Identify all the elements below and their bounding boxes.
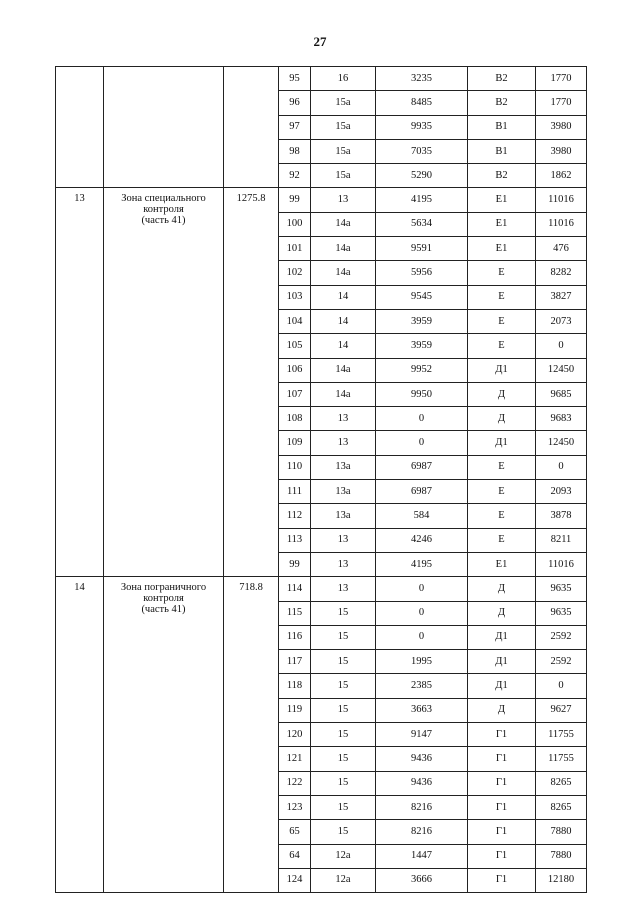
- point-number: 96: [279, 91, 311, 115]
- distance-value: 0: [536, 334, 587, 358]
- zone-name-line: Зона специального: [121, 193, 206, 205]
- point-number: 100: [279, 212, 311, 236]
- coordinate-value: 9950: [376, 382, 468, 406]
- coordinate-code: 13: [311, 552, 376, 576]
- point-number: 98: [279, 139, 311, 163]
- point-number: 108: [279, 407, 311, 431]
- zone-name-line: контроля: [143, 593, 184, 605]
- distance-value: 12450: [536, 358, 587, 382]
- coordinate-value: 9935: [376, 115, 468, 139]
- sheet-code: Д: [468, 407, 536, 431]
- coordinate-code: 15: [311, 650, 376, 674]
- sheet-code: Д1: [468, 625, 536, 649]
- distance-value: 1862: [536, 164, 587, 188]
- coordinate-code: 16: [311, 67, 376, 91]
- point-number: 121: [279, 747, 311, 771]
- sheet-code: Е: [468, 455, 536, 479]
- coordinate-value: 0: [376, 601, 468, 625]
- sheet-code: Е: [468, 334, 536, 358]
- distance-value: 11016: [536, 188, 587, 212]
- distance-value: 11755: [536, 747, 587, 771]
- coordinate-value: 3663: [376, 698, 468, 722]
- distance-value: 3827: [536, 285, 587, 309]
- distance-value: 0: [536, 674, 587, 698]
- point-number: 120: [279, 723, 311, 747]
- zone-name: [104, 188, 224, 577]
- sheet-code: Е: [468, 285, 536, 309]
- coordinate-value: 3666: [376, 868, 468, 892]
- distance-value: 7880: [536, 844, 587, 868]
- distance-value: 0: [536, 455, 587, 479]
- coordinate-code: 15: [311, 771, 376, 795]
- page-number: 27: [313, 34, 327, 49]
- coordinate-value: 4195: [376, 188, 468, 212]
- point-number: 104: [279, 309, 311, 333]
- distance-value: 9635: [536, 601, 587, 625]
- coordinate-code: 13: [311, 431, 376, 455]
- coordinate-value: 4195: [376, 552, 468, 576]
- coordinate-code: 13: [311, 407, 376, 431]
- coordinate-value: 0: [376, 431, 468, 455]
- coordinate-value: 9545: [376, 285, 468, 309]
- distance-value: 9683: [536, 407, 587, 431]
- coordinate-value: 9436: [376, 747, 468, 771]
- coordinate-code: 13а: [311, 504, 376, 528]
- coordinate-code: 14а: [311, 212, 376, 236]
- distance-value: 8282: [536, 261, 587, 285]
- sheet-code: Е1: [468, 188, 536, 212]
- coordinate-code: 15а: [311, 91, 376, 115]
- coordinate-value: 9952: [376, 358, 468, 382]
- coordinate-code: 15а: [311, 115, 376, 139]
- sheet-code: В2: [468, 164, 536, 188]
- coordinate-value: 7035: [376, 139, 468, 163]
- coordinate-code: 15: [311, 674, 376, 698]
- sheet-code: В1: [468, 115, 536, 139]
- distance-value: 12180: [536, 868, 587, 892]
- coordinate-code: 12а: [311, 868, 376, 892]
- distance-value: 2093: [536, 480, 587, 504]
- coordinate-value: 9436: [376, 771, 468, 795]
- coordinate-value: 0: [376, 625, 468, 649]
- sheet-code: Д1: [468, 674, 536, 698]
- point-number: 103: [279, 285, 311, 309]
- sheet-code: Д: [468, 698, 536, 722]
- sheet-code: Д1: [468, 650, 536, 674]
- distance-value: 9685: [536, 382, 587, 406]
- coordinate-code: 13: [311, 577, 376, 601]
- coordinate-value: 5634: [376, 212, 468, 236]
- coordinate-code: 15а: [311, 164, 376, 188]
- distance-value: 12450: [536, 431, 587, 455]
- sheet-code: Д: [468, 601, 536, 625]
- point-number: 118: [279, 674, 311, 698]
- coordinate-value: 584: [376, 504, 468, 528]
- sheet-code: Е: [468, 528, 536, 552]
- coordinate-code: 15: [311, 820, 376, 844]
- distance-value: 7880: [536, 820, 587, 844]
- sheet-code: Е1: [468, 237, 536, 261]
- coordinate-value: 9591: [376, 237, 468, 261]
- point-number: 115: [279, 601, 311, 625]
- coordinate-value: 5956: [376, 261, 468, 285]
- sheet-code: В1: [468, 139, 536, 163]
- sheet-code: Г1: [468, 723, 536, 747]
- coordinate-value: 8216: [376, 820, 468, 844]
- distance-value: 8265: [536, 795, 587, 819]
- distance-value: 1770: [536, 91, 587, 115]
- sheet-code: Е1: [468, 212, 536, 236]
- zone-number: 14: [56, 577, 104, 893]
- coordinate-value: 9147: [376, 723, 468, 747]
- coordinate-code: 14: [311, 285, 376, 309]
- sheet-code: Д1: [468, 431, 536, 455]
- distance-value: 9627: [536, 698, 587, 722]
- distance-value: 3980: [536, 139, 587, 163]
- sheet-code: Е: [468, 504, 536, 528]
- point-number: 112: [279, 504, 311, 528]
- coordinate-code: 14а: [311, 237, 376, 261]
- coordinate-code: 14: [311, 334, 376, 358]
- sheet-code: Г1: [468, 820, 536, 844]
- point-number: 124: [279, 868, 311, 892]
- coordinate-value: 4246: [376, 528, 468, 552]
- sheet-code: Д: [468, 382, 536, 406]
- point-number: 122: [279, 771, 311, 795]
- coordinate-value: 1995: [376, 650, 468, 674]
- point-number: 111: [279, 480, 311, 504]
- point-number: 114: [279, 577, 311, 601]
- point-number: 65: [279, 820, 311, 844]
- coordinate-code: 12а: [311, 844, 376, 868]
- table-row: [56, 577, 587, 601]
- point-number: 113: [279, 528, 311, 552]
- zone-name-line: (часть 41): [141, 604, 186, 616]
- table-row: [56, 67, 587, 91]
- sheet-code: Г1: [468, 771, 536, 795]
- coordinate-code: 14а: [311, 382, 376, 406]
- sheet-code: Г1: [468, 747, 536, 771]
- coordinate-value: 0: [376, 577, 468, 601]
- coordinate-code: 15: [311, 747, 376, 771]
- coordinates-table: [55, 66, 587, 893]
- point-number: 92: [279, 164, 311, 188]
- coordinate-value: 2385: [376, 674, 468, 698]
- distance-value: 2073: [536, 309, 587, 333]
- sheet-code: Д1: [468, 358, 536, 382]
- point-number: 107: [279, 382, 311, 406]
- zone-name: [104, 577, 224, 893]
- point-number: 97: [279, 115, 311, 139]
- sheet-code: Е1: [468, 552, 536, 576]
- zone-number: [56, 67, 104, 188]
- point-number: 95: [279, 67, 311, 91]
- distance-value: 3878: [536, 504, 587, 528]
- coordinate-code: 15: [311, 723, 376, 747]
- coordinate-value: 3235: [376, 67, 468, 91]
- zone-area: [224, 67, 279, 188]
- coordinate-value: 6987: [376, 455, 468, 479]
- coordinate-code: 15а: [311, 139, 376, 163]
- distance-value: 3980: [536, 115, 587, 139]
- coordinate-value: 3959: [376, 309, 468, 333]
- point-number: 102: [279, 261, 311, 285]
- distance-value: 11016: [536, 212, 587, 236]
- coordinate-code: 13: [311, 188, 376, 212]
- distance-value: 11755: [536, 723, 587, 747]
- coordinate-code: 13а: [311, 480, 376, 504]
- coordinate-code: 15: [311, 795, 376, 819]
- zone-name: [104, 67, 224, 188]
- distance-value: 1770: [536, 67, 587, 91]
- sheet-code: В2: [468, 91, 536, 115]
- coordinate-value: 5290: [376, 164, 468, 188]
- coordinate-value: 8485: [376, 91, 468, 115]
- coordinate-code: 15: [311, 601, 376, 625]
- distance-value: 2592: [536, 650, 587, 674]
- coordinate-value: 6987: [376, 480, 468, 504]
- point-number: 123: [279, 795, 311, 819]
- table-body: [56, 67, 587, 893]
- point-number: 119: [279, 698, 311, 722]
- coordinate-value: 1447: [376, 844, 468, 868]
- zone-number: 13: [56, 188, 104, 577]
- point-number: 99: [279, 552, 311, 576]
- sheet-code: Е: [468, 261, 536, 285]
- sheet-code: Г1: [468, 844, 536, 868]
- coordinate-code: 13а: [311, 455, 376, 479]
- point-number: 101: [279, 237, 311, 261]
- sheet-code: В2: [468, 67, 536, 91]
- point-number: 116: [279, 625, 311, 649]
- coordinate-code: 13: [311, 528, 376, 552]
- distance-value: 2592: [536, 625, 587, 649]
- zone-name-line: Зона пограничного: [120, 582, 207, 594]
- sheet-code: Е: [468, 309, 536, 333]
- zone-name-line: (часть 41): [141, 215, 186, 227]
- point-number: 105: [279, 334, 311, 358]
- point-number: 110: [279, 455, 311, 479]
- coordinate-value: 3959: [376, 334, 468, 358]
- zone-area: 718.8: [224, 577, 279, 893]
- coordinate-code: 15: [311, 625, 376, 649]
- point-number: 106: [279, 358, 311, 382]
- distance-value: 11016: [536, 552, 587, 576]
- distance-value: 8265: [536, 771, 587, 795]
- sheet-code: Д: [468, 577, 536, 601]
- distance-value: 8211: [536, 528, 587, 552]
- point-number: 99: [279, 188, 311, 212]
- zone-area: 1275.8: [224, 188, 279, 577]
- coordinate-code: 14а: [311, 261, 376, 285]
- table-row: [56, 188, 587, 212]
- distance-value: 9635: [536, 577, 587, 601]
- zone-name-line: контроля: [143, 204, 184, 216]
- sheet-code: Е: [468, 480, 536, 504]
- coordinate-value: 0: [376, 407, 468, 431]
- coordinate-code: 14а: [311, 358, 376, 382]
- point-number: 109: [279, 431, 311, 455]
- sheet-code: Г1: [468, 868, 536, 892]
- coordinate-value: 8216: [376, 795, 468, 819]
- point-number: 117: [279, 650, 311, 674]
- distance-value: 476: [536, 237, 587, 261]
- coordinate-code: 15: [311, 698, 376, 722]
- sheet-code: Г1: [468, 795, 536, 819]
- coordinate-code: 14: [311, 309, 376, 333]
- point-number: 64: [279, 844, 311, 868]
